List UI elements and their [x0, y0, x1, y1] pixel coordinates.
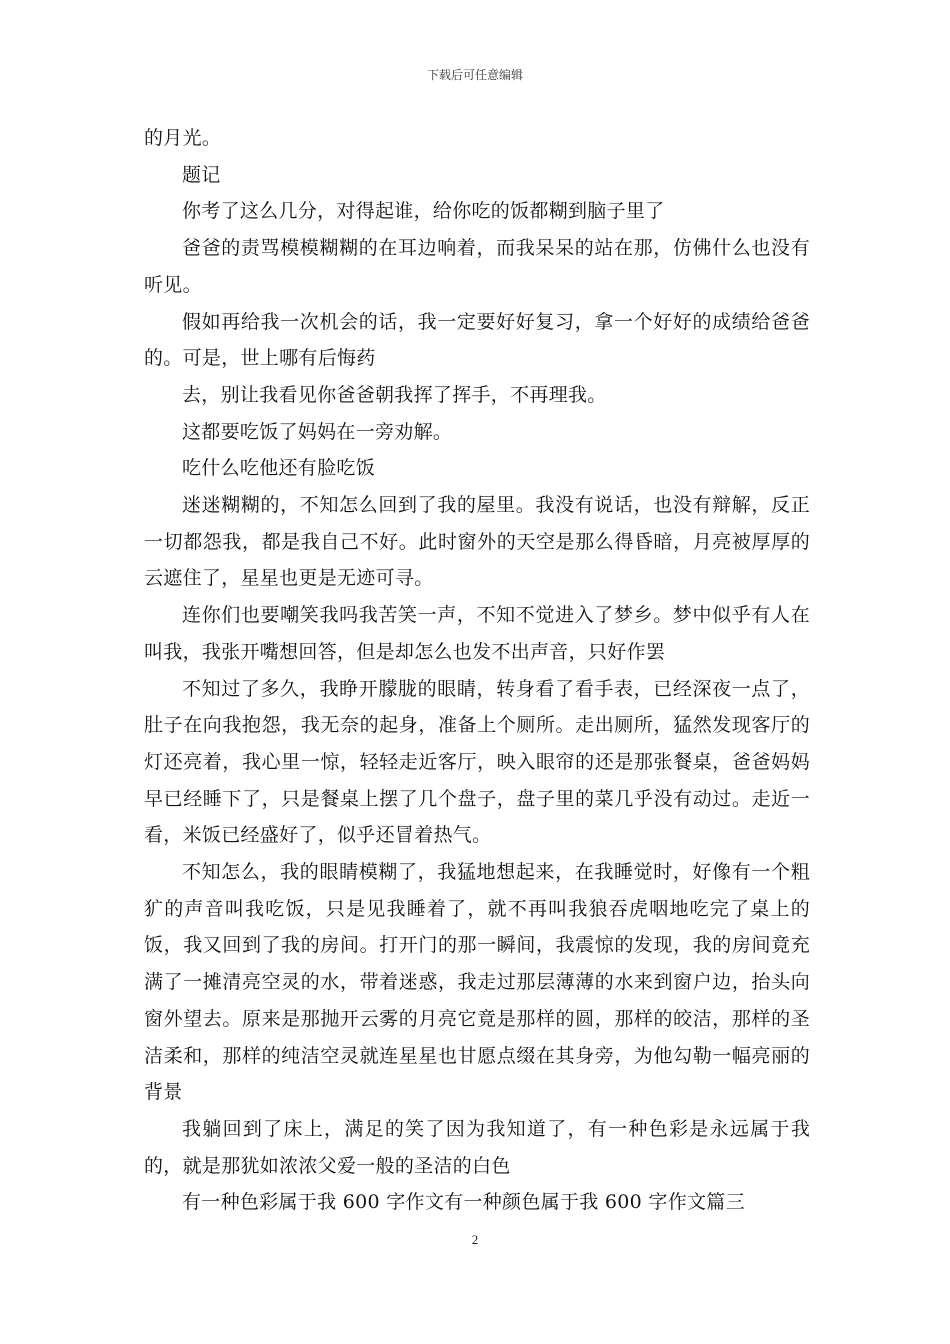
paragraph: 爸爸的责骂模模糊糊的在耳边响着，而我呆呆的站在那，仿佛什么也没有听见。 [144, 237, 810, 296]
page-header: 下载后可任意编辑 [426, 68, 523, 82]
document-body [144, 120, 810, 1221]
paragraph: 假如再给我一次机会的话，我一定要好好复习，拿一个好好的成绩给爸爸的。可是，世上哪有后悔药 [144, 310, 810, 370]
paragraph: 我躺回到了床上，满足的笑了因为我知道了，有一种色彩是永远属于我的，就是那犹如浓浓父爱一般的圣洁的白色 [144, 1117, 810, 1177]
page-number: 2 [471, 1232, 479, 1247]
paragraph: 你考了这么几分，对得起谁，给你吃的饭都糊到脑子里了 [182, 200, 665, 223]
paragraph: 不知怎么，我的眼睛模糊了，我猛地想起来，在我睡觉时，好像有一个粗犷的声音叫我吃饭，只是见我睡着了，就不再叫我狼吞虎咽地吃完了桌上的饭，我又回到了我的房间。打开门的那一瞬间，我震惊的发现，我的房间竟充满了一摊清亮空灵的水，带着迷惑，我走过那层薄薄的水来到窗户边，抬头向窗外望去。原来是那抛开云雾的月亮它竟是那样的圆，那样的皎洁，那样的圣洁柔和，那样的纯洁空灵就连星星也甘愿点缀在其身旁，为他勾勒一幅亮丽的背景 [144, 861, 810, 1104]
paragraph: 的月光。 [144, 127, 222, 149]
paragraph: 不知过了多久，我睁开朦胧的眼睛，转身看了看手表，已经深夜一点了，肚子在向我抱怨，我无奈的起身，准备上个厕所。走出厕所，猛然发现客厅的灯还亮着，我心里一惊，轻轻走近客厅，映入眼帘的还是那张餐桌，爸爸妈妈早已经睡下了，只是餐桌上摆了几个盘子，盘子里的菜几乎没有动过。走近一看，米饭已经盛好了，似乎还冒着热气。 [144, 677, 810, 847]
paragraph: 这都要吃饭了妈妈在一旁劝解。 [182, 420, 453, 443]
paragraph: 题记 [182, 163, 221, 186]
paragraph: 连你们也要嘲笑我吗我苦笑一声，不知不觉进入了梦乡。梦中似乎有人在叫我，我张开嘴想回答，但是却怎么也发不出声音，只好作罢 [144, 604, 810, 663]
paragraph: 吃什么吃他还有脸吃饭 [182, 457, 376, 480]
paragraph: 迷迷糊糊的，不知怎么回到了我的屋里。我没有说话，也没有辩解，反正一切都怨我，都是我自己不好。此时窗外的天空是那么得昏暗，月亮被厚厚的云遮住了，星星也更是无迹可寻。 [144, 494, 810, 590]
paragraph: 去，别让我看见你爸爸朝我挥了挥手，不再理我。 [182, 383, 607, 406]
paragraph: 有一种色彩属于我 600 字作文有一种颜色属于我 600 字作文篇三 [182, 1191, 745, 1214]
